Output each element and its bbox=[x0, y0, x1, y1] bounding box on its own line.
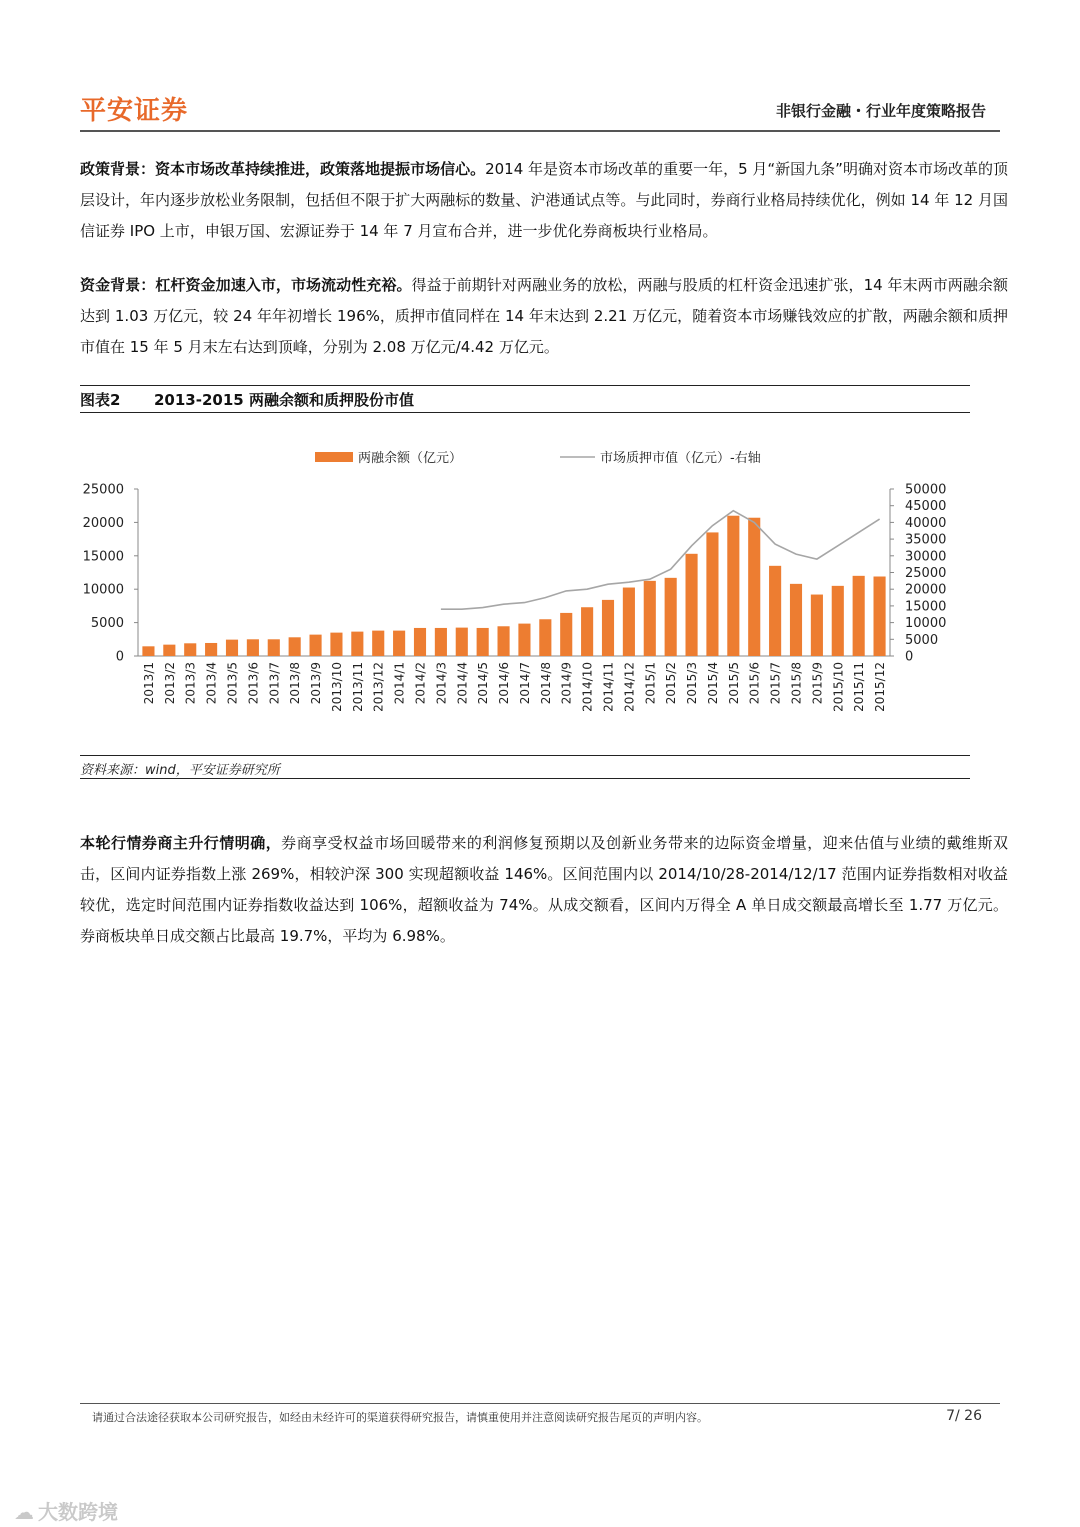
bar bbox=[748, 518, 760, 656]
bar bbox=[497, 626, 509, 656]
category-label: 2014/10 bbox=[580, 662, 595, 712]
bar bbox=[435, 628, 447, 656]
bar bbox=[769, 566, 781, 656]
report-title: 非银行金融・行业年度策略报告 bbox=[775, 102, 986, 120]
left-tick-label: 0 bbox=[115, 649, 124, 665]
category-label: 2015/5 bbox=[726, 662, 741, 705]
bar bbox=[163, 645, 175, 656]
category-label: 2014/7 bbox=[517, 662, 532, 705]
bar bbox=[873, 577, 885, 656]
bar bbox=[790, 584, 802, 656]
logo: 平安证券 bbox=[80, 96, 189, 126]
right-tick-label: 0 bbox=[905, 649, 914, 665]
category-label: 2013/1 bbox=[141, 662, 156, 705]
category-label: 2014/2 bbox=[413, 662, 428, 705]
paragraph-rally bbox=[80, 828, 1008, 952]
figure-title bbox=[80, 389, 970, 410]
bar bbox=[644, 581, 656, 656]
right-tick-label: 10000 bbox=[905, 616, 947, 632]
category-label: 2013/2 bbox=[162, 662, 177, 705]
category-label: 2013/11 bbox=[350, 662, 365, 712]
watermark bbox=[14, 1496, 118, 1525]
right-tick-label: 30000 bbox=[905, 549, 947, 565]
bar bbox=[247, 639, 259, 656]
bar bbox=[330, 633, 342, 656]
category-label: 2014/6 bbox=[497, 662, 512, 705]
bar bbox=[602, 600, 614, 656]
category-label: 2013/4 bbox=[204, 662, 219, 705]
bar bbox=[414, 628, 426, 656]
category-label: 2013/12 bbox=[371, 662, 386, 712]
bar bbox=[268, 639, 280, 656]
paragraph-lead: 政策背景：资本市场改革持续推进，政策落地提振市场信心。 bbox=[80, 160, 486, 178]
page-number: 7/ 26 bbox=[946, 1408, 982, 1424]
header-divider bbox=[80, 130, 1000, 132]
category-label: 2015/1 bbox=[643, 662, 658, 705]
bar bbox=[372, 631, 384, 656]
category-label: 2015/2 bbox=[664, 662, 679, 705]
left-tick-label: 10000 bbox=[82, 582, 124, 598]
paragraph-policy bbox=[80, 154, 1008, 247]
bar bbox=[832, 586, 844, 656]
bar bbox=[142, 646, 154, 656]
category-label: 2015/9 bbox=[810, 662, 825, 705]
category-label: 2015/10 bbox=[831, 662, 846, 712]
category-label: 2013/6 bbox=[246, 662, 261, 705]
right-tick-label: 5000 bbox=[905, 632, 939, 648]
category-label: 2015/8 bbox=[789, 662, 804, 705]
left-tick-label: 25000 bbox=[82, 482, 124, 498]
paragraph-lead: 资金背景：杠杆资金加速入市，市场流动性充裕。 bbox=[80, 276, 412, 294]
paragraph-lead: 本轮行情券商主升行情明确， bbox=[80, 834, 282, 852]
right-tick-label: 20000 bbox=[905, 582, 947, 598]
bar bbox=[309, 635, 321, 656]
category-label: 2013/3 bbox=[183, 662, 198, 705]
category-label: 2014/4 bbox=[455, 662, 470, 705]
category-label: 2015/6 bbox=[747, 662, 762, 705]
category-label: 2014/12 bbox=[622, 662, 637, 712]
bar bbox=[853, 576, 865, 656]
bar bbox=[623, 588, 635, 656]
bar bbox=[685, 554, 697, 656]
bar bbox=[226, 640, 238, 656]
category-label: 2014/8 bbox=[538, 662, 553, 705]
bar bbox=[184, 643, 196, 656]
category-label: 2015/12 bbox=[873, 662, 888, 712]
category-label: 2014/9 bbox=[559, 662, 574, 705]
category-label: 2013/9 bbox=[309, 662, 324, 705]
paragraph-body: 2014 年是资本市场改革的重要一年，5 月“新国九条”明确对资本市场改革的顶层设计，年内逐步放松业务限制，包括但不限于扩大两融标的数量、沪港通试点等。与此同时，券商行业格局持续优化，例如 14 年 12 月国信证券 IPO 上市，申银万国、宏源证券于 14 年 7 月宣布合并，进一步优化券商板块行业格局。 bbox=[80, 160, 1008, 240]
left-tick-label: 20000 bbox=[82, 515, 124, 531]
bar bbox=[706, 532, 718, 656]
category-label: 2015/7 bbox=[768, 662, 783, 705]
cloud-icon: ☁ bbox=[14, 1500, 34, 1524]
category-label: 2014/5 bbox=[476, 662, 491, 705]
figure-rule-bottom bbox=[80, 755, 970, 756]
right-tick-label: 15000 bbox=[905, 599, 947, 615]
category-label: 2013/7 bbox=[267, 662, 282, 705]
figure-rule-mid bbox=[80, 412, 970, 413]
figure-rule-end bbox=[80, 778, 970, 779]
bar bbox=[351, 632, 363, 656]
footer-disclaimer: 请通过合法途径获取本公司研究报告，如经由未经许可的渠道获得研究报告，请慎重使用并注意阅读研究报告尾页的声明内容。 bbox=[92, 1411, 708, 1424]
paragraph-body: 券商享受权益市场回暖带来的利润修复预期以及创新业务带来的边际资金增量，迎来估值与业绩的戴维斯双击，区间内证券指数上涨 269%，相较沪深 300 实现超额收益 146%。区间范围内以 2014/10/28-2014/12/17 范围内证券指数相对收益较优，选定时间范围内证券指数收益达到 106%，超额收益为 74%。从成交额看，区间内万得全 A 单日成交额最高增长至 1.77 万亿元。券商板块单日成交额占比最高 19.7%，平均为 6.98%。 bbox=[80, 834, 1008, 945]
category-label: 2013/5 bbox=[225, 662, 240, 705]
bar bbox=[727, 516, 739, 656]
category-label: 2015/4 bbox=[705, 662, 720, 705]
figure-title-text: 2013-2015 两融余额和质押股份市值 bbox=[154, 391, 414, 409]
bar bbox=[205, 643, 217, 656]
bar bbox=[518, 624, 530, 656]
bar bbox=[560, 613, 572, 656]
paragraph-body: 得益于前期针对两融业务的放松，两融与股质的杠杆资金迅速扩张，14 年末两市两融余额达到 1.03 万亿元，较 24 年年初增长 196%，质押市值同样在 14 年末达到 2.21 万亿元，随着资本市场赚钱效应的扩散，两融余额和质押市值在 15 年 5 月末左右达到顶峰，分别为 2.08 万亿元/4.42 万亿元。 bbox=[80, 276, 1008, 356]
category-label: 2013/8 bbox=[288, 662, 303, 705]
right-tick-label: 40000 bbox=[905, 515, 947, 531]
right-tick-label: 35000 bbox=[905, 532, 947, 548]
category-label: 2014/3 bbox=[434, 662, 449, 705]
category-label: 2014/1 bbox=[392, 662, 407, 705]
bar bbox=[539, 619, 551, 656]
paragraph-funding bbox=[80, 270, 1008, 363]
category-label: 2015/3 bbox=[685, 662, 700, 705]
right-tick-label: 25000 bbox=[905, 566, 947, 581]
bar bbox=[393, 631, 405, 656]
right-tick-label: 45000 bbox=[905, 499, 947, 515]
left-tick-label: 5000 bbox=[90, 616, 124, 632]
figure-number: 图表2 bbox=[80, 391, 121, 409]
category-label: 2014/11 bbox=[601, 662, 616, 712]
figure-rule-top bbox=[80, 385, 970, 386]
margin-pledge-chart bbox=[70, 440, 947, 750]
pledge-line bbox=[441, 511, 880, 610]
bar bbox=[456, 628, 468, 656]
left-tick-label: 15000 bbox=[82, 549, 124, 565]
legend-bar-swatch bbox=[315, 452, 353, 462]
figure-source: 资料来源：wind，平安证券研究所 bbox=[80, 763, 280, 778]
bar bbox=[665, 578, 677, 656]
footer-divider bbox=[80, 1403, 1000, 1404]
right-tick-label: 50000 bbox=[905, 482, 947, 498]
bar bbox=[289, 637, 301, 656]
legend-label: 两融余额（亿元） bbox=[358, 451, 463, 466]
bar bbox=[811, 595, 823, 656]
bar bbox=[581, 607, 593, 656]
legend-label: 市场质押市值（亿元）-右轴 bbox=[600, 451, 761, 466]
category-label: 2013/10 bbox=[329, 662, 344, 712]
bar bbox=[477, 628, 489, 656]
watermark-text: 大数跨境 bbox=[38, 1500, 118, 1524]
category-label: 2015/11 bbox=[852, 662, 867, 712]
